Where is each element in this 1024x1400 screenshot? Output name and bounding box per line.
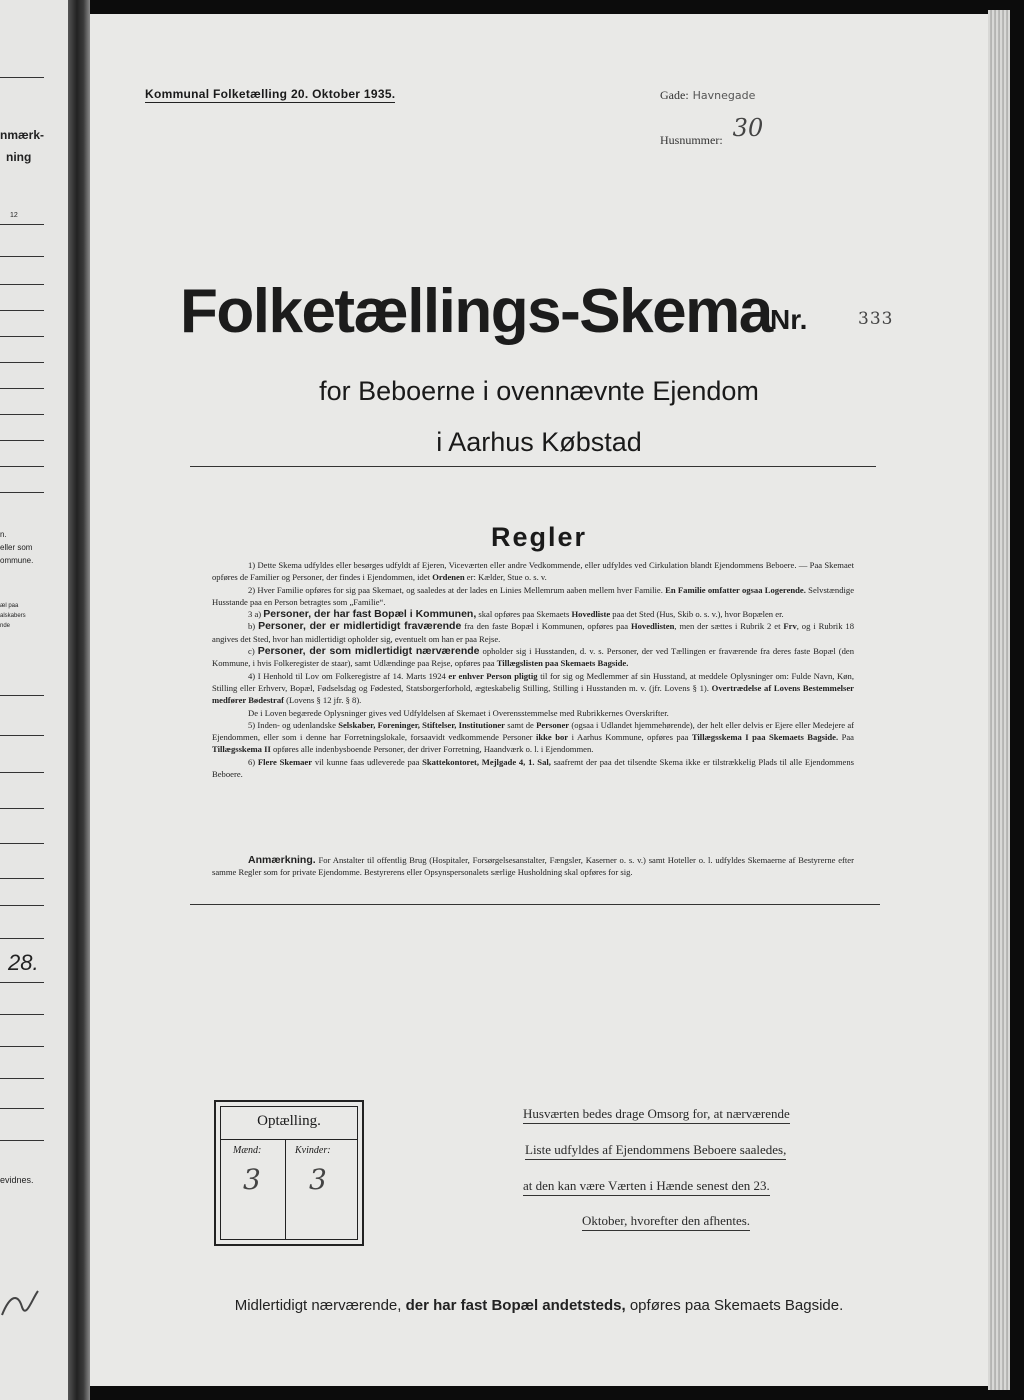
- instruction-line: Oktober, hvorefter den afhentes.: [582, 1213, 750, 1231]
- left-page-fragment: evidnes.: [0, 1175, 34, 1185]
- rules-heading: Regler: [490, 522, 588, 552]
- divider: [0, 878, 44, 879]
- house-number-value: 30: [732, 114, 764, 142]
- divider: [0, 1140, 44, 1141]
- women-label: Kvinder:: [295, 1145, 331, 1156]
- divider: [0, 1108, 44, 1109]
- divider: [0, 77, 44, 78]
- rules-text: [212, 559, 854, 780]
- left-page-fragment: ning: [6, 150, 32, 164]
- divider: [0, 1046, 44, 1047]
- rule-6: 6) Flere Skemaer vil kunne faas udleverede paa Skattekontoret, Mejlgade 4, 1. Sal, saafremt der paa det tilsendte Skema ikke er tilstrækkelig Plads til alle Ejendommens Beboere.: [212, 756, 855, 780]
- tally-title: Optælling.: [257, 1113, 321, 1129]
- left-page-fragment: 28.: [8, 950, 39, 975]
- remark-label: Anmærkning.: [248, 854, 316, 866]
- divider: [0, 310, 44, 311]
- rule-3a: 3 a) Personer, der har fast Bopæl i Kommunen, skal opføres paa Skemaets Hovedliste paa det Sted (Hus, Skib o. s. v.), hvor Bopælen er.: [248, 608, 784, 621]
- divider: [0, 1014, 44, 1015]
- census-form-page: [90, 14, 988, 1386]
- street-value: Havnegade: [692, 89, 756, 102]
- rule-5: 5) Inden- og udenlandske Selskaber, Foreninger, Stiftelser, Institutioner samt de Personer (ogsaa i Udlandet hjemmehørende), der helt eller delvis er Ejere eller Medejere af Ejendommen, eller som i denne har Forretningslokale, forsaavidt vedkommende Personer ikke bor i Aarhus Kommune, opføres paa Tillægsskema I paa Skemaets Bagside. Paa Tillægsskema II opføres alle indenbysboende Personer, der driver Forretning, Haandværk o. l. i Ejendommen.: [212, 719, 855, 755]
- form-number-label: Nr.: [770, 304, 808, 335]
- divider: [0, 982, 44, 983]
- rule-4b: De i Loven begærede Oplysninger gives ved Udfyldelsen af Skemaet i Overensstemmelse med Rubrikkernes Overskrifter.: [248, 707, 669, 718]
- divider: [0, 336, 44, 337]
- instruction-line: Husværten bedes drage Omsorg for, at nærværende: [523, 1106, 790, 1124]
- house-number-field: [660, 114, 764, 150]
- instruction-line: at den kan være Værten i Hænde senest den 23.: [523, 1178, 770, 1196]
- left-facing-page: [0, 0, 69, 1400]
- divider: [0, 905, 44, 906]
- divider: [0, 695, 44, 696]
- divider: [0, 938, 44, 939]
- section-divider: [190, 904, 880, 905]
- left-page-fragment: alskabers: [0, 613, 26, 619]
- page-stack-edge: [988, 10, 1010, 1390]
- form-subtitle: for Beboerne i ovennævnte Ejendom: [319, 376, 759, 406]
- section-divider: [190, 466, 876, 467]
- divider: [0, 492, 44, 493]
- divider: [0, 362, 44, 363]
- census-header: Kommunal Folketælling 20. Oktober 1935.: [145, 87, 396, 101]
- instruction-line: Liste udfyldes af Ejendommens Beboere saaledes,: [525, 1142, 786, 1160]
- rule-3c: c) Personer, der som midlertidigt nærværende opholder sig i Husstanden, d. v. s. Personer, der ved Tællingen er fraværende fra deres faste Bopæl (den Kommune, i hvis Folkeregister de staar), samt Udlændinge paa Rejse, opføres paa Tillægslisten paa Skemaets Bagside.: [212, 645, 855, 669]
- women-count: 3: [309, 1163, 327, 1196]
- left-page-fragment: nmærk-: [0, 128, 45, 142]
- page-gutter: [68, 0, 90, 1400]
- divider: [0, 440, 44, 441]
- house-number-label: Husnummer:: [660, 133, 723, 147]
- street-label: Gade:: [660, 88, 689, 102]
- form-subtitle-city: i Aarhus Købstad: [436, 427, 642, 457]
- divider: [0, 284, 44, 285]
- remark-body: For Anstalter til offentlig Brug (Hospitaler, Forsørgelsesanstalter, Fængsler, Kaserner o. s. v.) samt Hoteller o. l. udfyldes Skemaerne af Bestyrerne efter samme Regler som for private Ejendomme. Bestyrerens eller Opsynspersonalets særlige Husholdning skal opføres for sig.: [212, 855, 854, 878]
- divider: [0, 843, 44, 844]
- form-title: Folketællings-Skema: [180, 277, 772, 346]
- divider: [0, 1078, 44, 1079]
- divider: [0, 414, 44, 415]
- remark-text: [212, 854, 854, 879]
- men-count: 3: [243, 1163, 261, 1196]
- signature-mark: [0, 1285, 40, 1325]
- footer-note: Midlertidigt nærværende, der har fast Bopæl andetsteds, opføres paa Skemaets Bagside.: [234, 1297, 844, 1314]
- divider: [0, 772, 44, 773]
- rule-4: 4) I Henhold til Lov om Folkeregistre af 14. Marts 1924 er enhver Person pligtig til for sig og Medlemmer af sin Husstand, at meddele Oplysninger om: Fulde Navn, Køn, Stilling eller Erhverv, Bopæl, Fødselsdag og Fødested, Statsborgerforhold, ægteskabelig Stilling, Stilling i Husstanden m. v. (jfr. Lovens § 1). Overtrædelse af Lovens Bestemmelser medfører Bødestraf (Lovens § 12 jfr. § 8).: [212, 670, 854, 706]
- divider: [0, 808, 44, 809]
- street-field: [660, 86, 755, 104]
- rule-1: 1) Dette Skema udfyldes eller besørges udfyldt af Ejeren, Viceværten eller andre Vedkommende, eller udfyldes ved Cirkulation blandt Ejendommens Beboere. — Paa Skemaet opføres de Familier og Personer, der findes i Ejendommen, idet Ordenen er: Kælder, Stue o. s. v.: [212, 560, 854, 583]
- rule-3b: b) Personer, der er midlertidigt fraværende fra den faste Bopæl i Kommunen, opføres paa Hovedlisten, men der sættes i Rubrik 2 et Frv, og i Rubrik 18 angives det Sted, hvor han midlertidigt opholder sig, eventuelt om han er paa Rejse.: [212, 620, 854, 644]
- form-number-value: 333: [858, 309, 894, 329]
- divider: [0, 224, 44, 225]
- rule-2: 2) Hver Familie opføres for sig paa Skemaet, og saaledes at der lades en Linies Mellemrum aaben mellem hver Familie. En Familie omfatter ogsaa Logerende. Selvstændige Husstande paa en Person betragtes som „Familie“.: [212, 584, 855, 607]
- left-page-fragment: eller som: [0, 543, 33, 552]
- left-page-fragment: ommune.: [0, 556, 34, 565]
- left-page-fragment: nde: [0, 623, 11, 629]
- divider: [0, 735, 44, 736]
- men-label: Mænd:: [233, 1145, 262, 1156]
- tally-box: [214, 1100, 364, 1246]
- left-page-fragment: 12: [10, 212, 18, 219]
- divider: [0, 388, 44, 389]
- left-page-fragment: æl paa: [0, 603, 19, 609]
- divider: [0, 466, 44, 467]
- divider: [0, 256, 44, 257]
- left-page-fragment: n.: [0, 530, 7, 539]
